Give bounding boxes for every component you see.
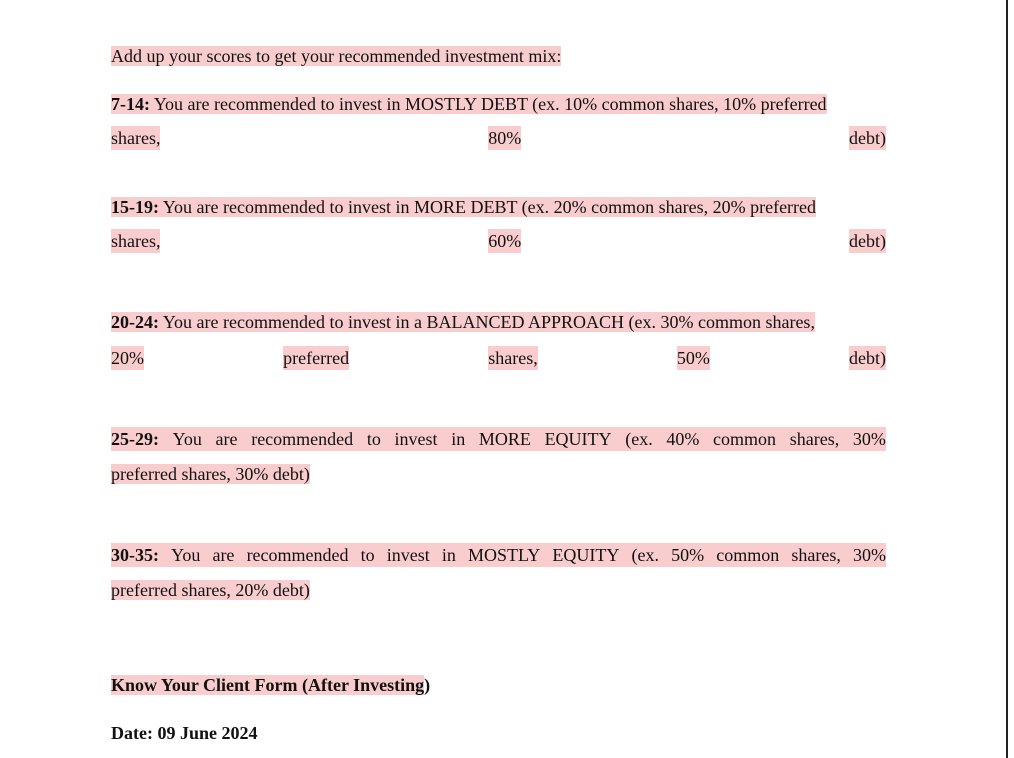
word: shares, <box>488 348 538 368</box>
range-description: You are recommended to invest in MORE DEBT (ex. 20% common shares, 20% preferred <box>162 197 817 217</box>
word: preferred <box>283 348 350 368</box>
kyc-heading-text: Know Your Client Form (After Investing <box>111 675 425 695</box>
word: debt) <box>849 348 886 368</box>
range-label: 7-14: <box>111 94 150 114</box>
word: to <box>366 429 381 449</box>
range-description: preferred shares, 20% debt) <box>111 580 310 600</box>
word: shares, <box>111 231 161 251</box>
intro-line <box>111 44 886 68</box>
word: EQUITY <box>552 545 620 565</box>
word: shares, <box>791 545 841 565</box>
word: EQUITY <box>544 429 612 449</box>
range-30-35-line-1 <box>111 543 886 567</box>
range-7-14-line-2 <box>111 126 886 150</box>
range-20-24-line-2 <box>111 346 886 370</box>
range-15-19-line-2 <box>111 229 886 253</box>
word: You <box>172 429 202 449</box>
word: 80% <box>488 128 522 148</box>
word: recommended <box>246 545 349 565</box>
word: invest <box>386 545 430 565</box>
word: 30% <box>852 429 886 449</box>
range-7-14-line-1 <box>111 92 886 116</box>
word: 50% <box>676 348 710 368</box>
word: in <box>451 429 466 449</box>
range-label: 25-29: <box>111 429 159 449</box>
word: 40% <box>666 429 700 449</box>
word: debt) <box>849 128 886 148</box>
kyc-heading-close: ) <box>424 675 431 695</box>
word: are <box>212 545 235 565</box>
range-description: You are recommended to invest in a BALANCED APPROACH (ex. 30% common shares, <box>162 312 815 332</box>
date-text: Date: 09 June 2024 <box>111 723 258 743</box>
word: You <box>171 545 201 565</box>
range-label: 20-24: <box>111 312 159 332</box>
word: (ex. <box>625 429 653 449</box>
word: MOSTLY <box>468 545 541 565</box>
range-description: preferred shares, 30% debt) <box>111 464 310 484</box>
intro-text: Add up your scores to get your recommended investment mix: <box>111 46 562 66</box>
kyc-heading <box>111 673 886 697</box>
word: debt) <box>849 231 886 251</box>
range-15-19-line-1 <box>111 195 886 219</box>
word: 20% <box>111 348 144 368</box>
range-20-24-line-1 <box>111 310 886 334</box>
range-label: 30-35: <box>111 545 159 565</box>
word: common <box>713 429 777 449</box>
range-description: You are recommended to invest in MOSTLY DEBT (ex. 10% common shares, 10% preferred <box>153 94 827 114</box>
word: to <box>360 545 375 565</box>
word: shares, <box>111 128 161 148</box>
range-25-29-line-2 <box>111 462 886 486</box>
date-line <box>111 721 886 745</box>
word: recommended <box>251 429 354 449</box>
word: MORE <box>478 429 531 449</box>
word: 60% <box>488 231 522 251</box>
word: 50% <box>671 545 705 565</box>
range-25-29-line-1 <box>111 427 886 451</box>
range-30-35-line-2 <box>111 578 886 602</box>
word: (ex. <box>631 545 659 565</box>
word: are <box>215 429 238 449</box>
page-right-edge <box>1006 0 1008 758</box>
range-label: 15-19: <box>111 197 159 217</box>
word: common <box>716 545 780 565</box>
word: shares, <box>789 429 840 449</box>
word: 30% <box>852 545 886 565</box>
word: invest <box>394 429 438 449</box>
word: in <box>441 545 456 565</box>
